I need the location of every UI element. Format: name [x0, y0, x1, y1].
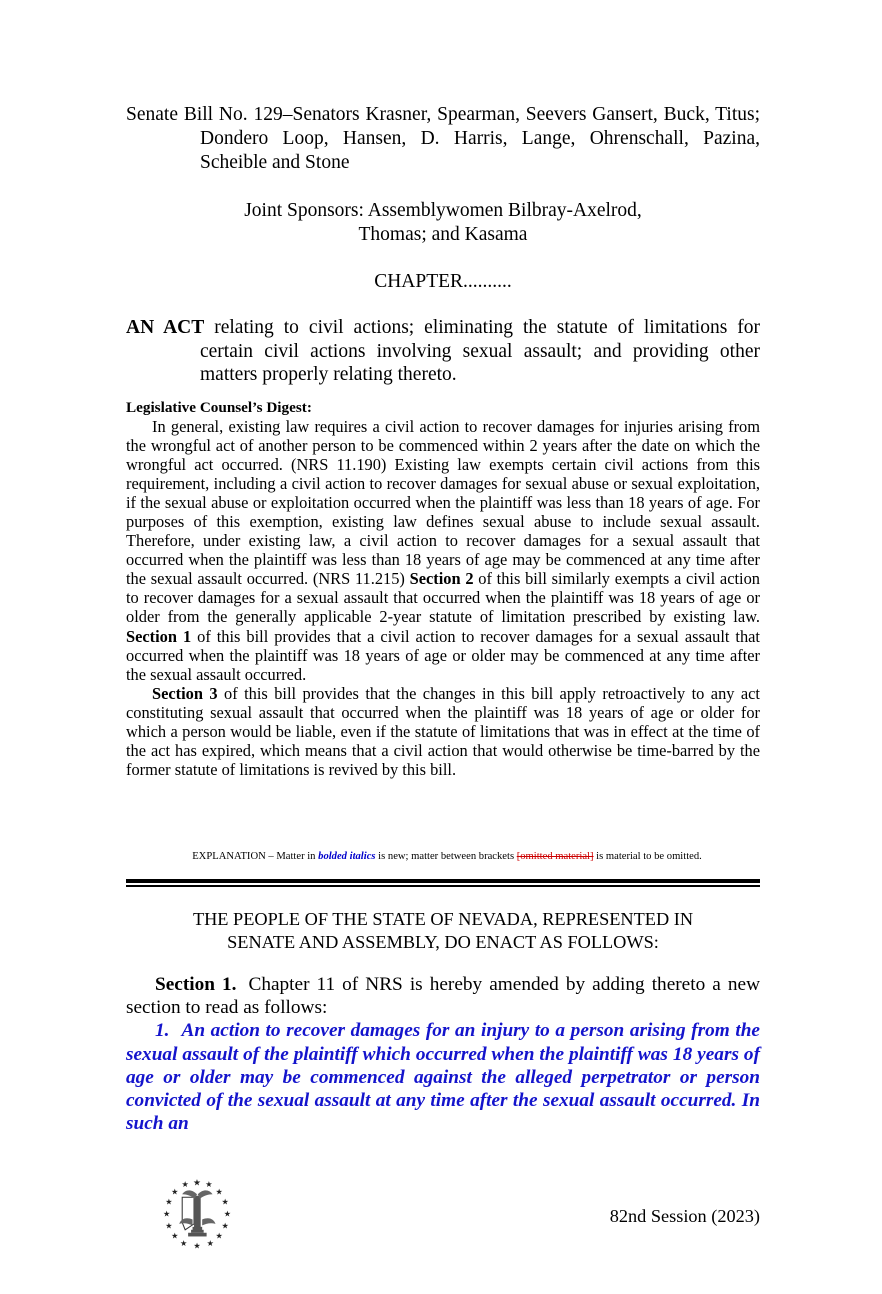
svg-text:★: ★: [221, 1196, 229, 1207]
digest-text-d: of this bill provides that the changes in this bill apply retroactively to any act constituting sexual assault that occurred when the plaintiff was 18 years of age or older for which a person would be liable, even if the statute of limitations that was in effect at the time of the act has expired, which means that a civil action that would otherwise be time-barred by the former statute of limitations is revived by this bill.: [126, 683, 760, 779]
digest-ref-section-3: Section 3: [152, 683, 218, 703]
svg-text:★: ★: [221, 1220, 229, 1231]
joint-sponsors: [126, 199, 760, 247]
legislative-counsel-digest: [126, 399, 760, 779]
explanation-suffix: is material to be omitted.: [593, 851, 702, 862]
digest-heading: Legislative Counsel’s Digest:: [126, 399, 312, 416]
chapter-line: CHAPTER..........: [374, 271, 512, 293]
svg-text:★: ★: [193, 1178, 201, 1189]
joint-sponsors-line-1: Joint Sponsors: Assemblywomen Bilbray-Axelrod,: [244, 199, 642, 221]
svg-text:★: ★: [215, 1186, 223, 1197]
new-subsection-body: An action to recover damages for an injury to a person arising from the sexual assault of the plaintiff which occurred when the plaintiff was 18 years of age or older may be commenced against the alleged perpetrator or person convicted of the sexual assault at any time after the sexual assault occurred. In such an: [126, 1020, 760, 1135]
section-1-body: Chapter 11 of NRS is hereby amended by adding thereto a new section to read as follows:: [126, 974, 760, 1019]
digest-ref-section-1: Section 1: [126, 626, 192, 646]
section-divider-rule: [126, 879, 760, 887]
new-subsection-1: [126, 1019, 760, 1135]
digest-text-c: of this bill provides that a civil action to recover damages for a sexual assault that occurred when the plaintiff was 18 years of age or older may be commenced at any time after the sexual assault occurred.: [126, 626, 760, 684]
svg-text:★: ★: [205, 1178, 213, 1189]
act-title: [126, 316, 760, 386]
svg-text:★: ★: [193, 1240, 201, 1251]
act-title-prefix: AN ACT: [126, 317, 205, 339]
enacting-line-2: SENATE AND ASSEMBLY, DO ENACT AS FOLLOWS:: [227, 931, 659, 952]
digest-ref-section-2: Section 2: [409, 569, 474, 589]
digest-text-b: of this bill similarly exempts a civil action to recover damages for a sexual assault that occurred when the plaintiff was 18 years of age or older from the generally applicable 2-year statute of limitation prescribed by existing law.: [126, 569, 760, 627]
bill-body: [126, 973, 760, 1135]
divider-thin-line: [126, 885, 760, 887]
explanation-prefix: EXPLANATION – Matter in: [192, 851, 319, 862]
new-subsection-number: 1.: [155, 1020, 170, 1042]
section-1-label: Section 1.: [155, 974, 237, 995]
svg-text:★: ★: [163, 1208, 171, 1219]
explanation-middle: is new; matter between brackets: [375, 851, 517, 862]
digest-paragraph-2: [126, 684, 760, 779]
svg-text:★: ★: [215, 1230, 223, 1241]
act-title-lead: [126, 317, 760, 385]
svg-text:★: ★: [181, 1178, 189, 1189]
svg-text:★: ★: [165, 1196, 173, 1207]
digest-paragraph-1: [126, 417, 760, 684]
session-footer: 82nd Session (2023): [609, 1206, 760, 1226]
digest-text-a: In general, existing law requires a civil action to recover damages for injuries arising from the wrongful act of another person to be commenced within 2 years after the date on which the wrongful act occurred. (NRS 11.190) Existing law exempts certain civil actions from this requirement, including a civil action to recover damages for sexual abuse or sexual exploitation, if the sexual abuse or exploitation occurred when the plaintiff was less than 18 years of age. For purposes of this exemption, existing law defines sexual abuse to include sexual assault. Therefore, under existing law, a civil action to recover damages for a sexual assault that occurred when the plaintiff was less than 18 years of age may be commenced at any time after the sexual assault occurred. (NRS 11.215): [126, 417, 760, 589]
svg-text:★: ★: [206, 1238, 214, 1249]
svg-text:★: ★: [223, 1208, 231, 1219]
svg-text:★: ★: [171, 1230, 179, 1241]
svg-text:★: ★: [180, 1238, 188, 1249]
joint-sponsors-line-2: Thomas; and Kasama: [358, 223, 528, 245]
bill-header: [126, 103, 760, 386]
svg-text:★: ★: [171, 1186, 179, 1197]
bill-heading-text: Senate Bill No. 129–Senators Krasner, Spearman, Seevers Gansert, Buck, Titus; Dondero Loop, Hansen, D. Harris, Lange, Ohrenschall, Pazina, Scheible and Stone: [126, 104, 760, 174]
bill-number-and-sponsors: [126, 103, 760, 176]
act-title-body: relating to civil actions; eliminating the statute of limitations for certain civil actions involving sexual assault; and providing other matters properly relating thereto.: [200, 317, 761, 386]
explanation-new-matter-label: bolded italics: [318, 851, 376, 862]
enacting-clause: [126, 908, 760, 953]
section-1-paragraph: [126, 973, 760, 1019]
explanation-omitted-matter-label: [omitted material]: [516, 851, 594, 862]
explanation-note: [143, 850, 751, 863]
svg-text:★: ★: [165, 1220, 173, 1231]
enacting-line-1: THE PEOPLE OF THE STATE OF NEVADA, REPRESENTED IN: [192, 909, 694, 929]
nevada-state-seal-icon: [160, 1178, 234, 1252]
